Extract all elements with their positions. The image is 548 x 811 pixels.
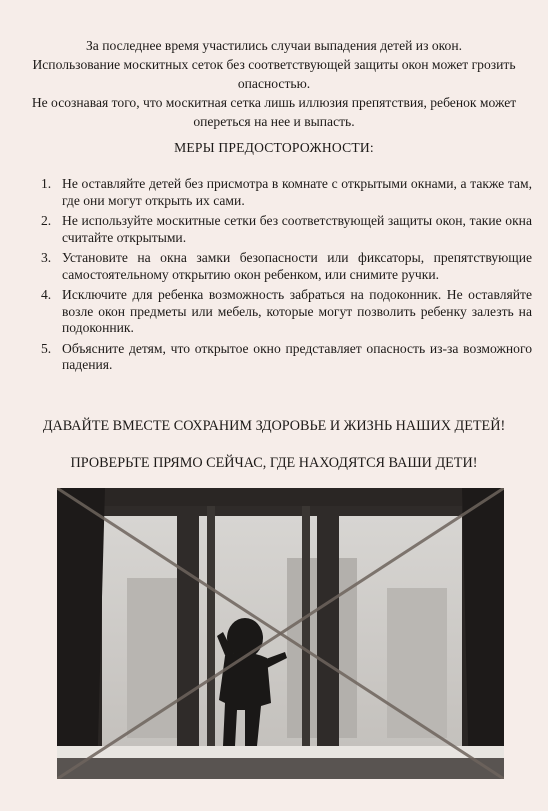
list-item-text: Не используйте москитные сетки без соответствующей защиты окон, такие окна считайте открытыми.	[62, 213, 532, 245]
list-item-text: Объясните детям, что открытое окно представляет опасность из-за возможного падения.	[62, 340, 532, 372]
list-item	[38, 341, 532, 374]
intro-line-3: Не осознавая того, что москитная сетка лишь иллюзия препятствия, ребенок может опереться на нее и выпасть.	[31, 95, 517, 129]
distant-building	[387, 588, 447, 738]
window-sill	[57, 746, 504, 758]
slogan-check-children: ПРОВЕРЬТЕ ПРЯМО СЕЙЧАС, ГДЕ НАХОДЯТСЯ ВАШИ ДЕТИ!	[70, 455, 478, 471]
list-item	[38, 176, 532, 209]
child-at-window-illustration	[57, 488, 504, 779]
list-item-number: 3.	[41, 250, 52, 265]
list-item-number: 4.	[41, 287, 52, 302]
list-item-number: 2.	[41, 213, 52, 228]
window-frame-top	[102, 506, 462, 516]
window-frame-post	[317, 506, 339, 751]
slogan-save-children: ДАВАЙТЕ ВМЕСТЕ СОХРАНИМ ЗДОРОВЬЕ И ЖИЗНЬ НАШИХ ДЕТЕЙ!	[42, 418, 506, 434]
intro-line-1: За последнее время участились случаи выпадения детей из окон.	[85, 38, 463, 53]
radiator-wall	[57, 758, 504, 779]
list-item-text: Не оставляйте детей без присмотра в комнате с открытыми окнами, а также там, где они могут открыть их сами.	[62, 176, 532, 208]
list-item-number: 5.	[41, 340, 52, 356]
left-curtain	[57, 488, 105, 779]
measures-list	[38, 176, 532, 378]
child-at-window-photo	[57, 488, 504, 779]
list-item	[38, 250, 532, 283]
window-sash	[302, 506, 310, 751]
intro-text	[20, 36, 528, 131]
list-item-number: 1.	[41, 176, 52, 191]
window-sash	[207, 506, 215, 751]
list-item	[38, 213, 532, 246]
list-item-text: Установите на окна замки безопасности или фиксаторы, препятствующие самостоятельному открытию окон ребенком, или снимите ручки.	[62, 250, 532, 282]
list-item-text: Исключите для ребенка возможность забраться на подоконник. Не оставляйте возле окон предметы или мебель, которые могут позволить ребенку залезть на подоконник.	[62, 287, 532, 335]
measures-title: МЕРЫ ПРЕДОСТОРОЖНОСТИ:	[174, 140, 374, 155]
intro-line-2: Использование москитных сеток без соответствующей защиты окон может грозить опасностью.	[32, 57, 516, 91]
window-frame-post	[177, 506, 199, 751]
list-item	[38, 287, 532, 337]
right-curtain	[462, 488, 504, 779]
